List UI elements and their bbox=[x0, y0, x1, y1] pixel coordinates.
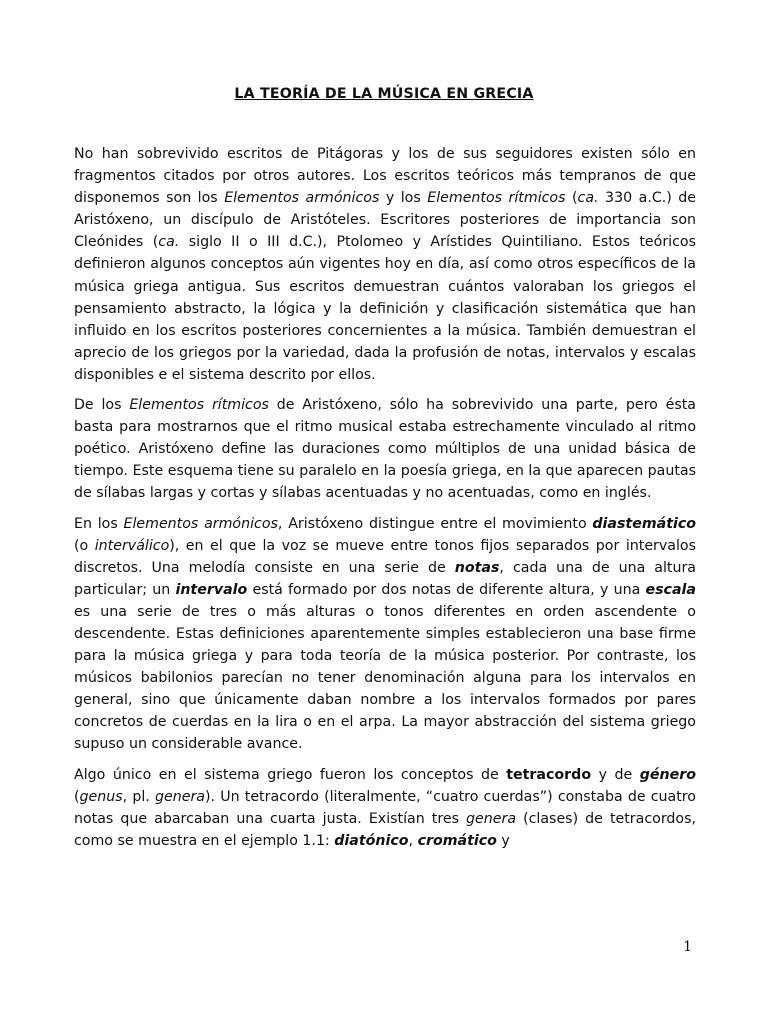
text-run: Algo único en el sistema griego fueron los conceptos de bbox=[74, 766, 507, 783]
text-run: 330 a.C.) de Aristóxeno, un discípulo de Aristóteles. Escritores posteriores de importancia son Cleónides ( bbox=[74, 190, 697, 251]
italic-term: Elementos armónicos bbox=[123, 515, 278, 532]
italic-term: interválico bbox=[94, 537, 170, 554]
text-run: de Aristóxeno, sólo ha sobrevivido una parte, pero ésta basta para mostrarnos que el ritmo musical estaba estrechamente vinculado al ritmo poético. Aristóxeno define las duraciones como múltiplos de una unidad básica de tiempo. Este esquema tiene su paralelo en la poesía griega, en la que aparecen pautas de sílabas largas y cortas y sílabas acentuadas y no acentuadas, como en inglés. bbox=[74, 397, 696, 502]
text-run: ). Un tetracordo (literalmente, “cuatro cuerdas”) constaba de cuatro notas que abarcaban una cuarta justa. Existían tres bbox=[74, 788, 696, 827]
text-run: , bbox=[408, 832, 418, 849]
text-run: , cada una de una altura particular; un bbox=[74, 559, 696, 598]
paragraph-2 bbox=[74, 394, 696, 504]
text-run: , Aristóxeno distingue entre el movimiento bbox=[277, 515, 593, 532]
text-run: (o bbox=[74, 537, 95, 554]
italic-term: genus bbox=[79, 788, 123, 805]
text-run: En los bbox=[74, 515, 124, 532]
bold-italic-term: género bbox=[639, 766, 696, 783]
text-run: y de bbox=[591, 766, 640, 783]
italic-term: genera bbox=[155, 788, 205, 805]
bold-term: tetracordo bbox=[506, 766, 592, 783]
document-title: LA TEORÍA DE LA MÚSICA EN GRECIA bbox=[234, 86, 534, 102]
bold-italic-term: escala bbox=[645, 581, 696, 598]
text-run: está formado por dos notas de diferente altura, y una bbox=[247, 581, 646, 598]
italic-term: genera bbox=[466, 810, 517, 827]
text-run: siglo II o III d.C.), Ptolomeo y Arístides Quintiliano. Estos teóricos definieron algunos conceptos aún vigentes hoy en día, así como otros específicos de la música griega antigua. Sus escritos demuestran cuántos valoraban los griegos el pensamiento abstracto, la lógica y la definición y clasificación sistemática que han influido en los escritos posteriores concernientes a la música. También demuestran el aprecio de los griegos por la variedad, dada la profusión de notas, intervalos y escalas disponibles e el sistema descrito por ellos. bbox=[74, 234, 696, 383]
paragraph-3 bbox=[74, 513, 696, 756]
text-run: es una serie de tres o más alturas o tonos diferentes en orden ascendente o descendente. Estas definiciones aparentemente simples establecieron una base firme para la música griega y para toda teoría de la música posterior. Por contraste, los músicos babilonios parecían no tener denominación alguna para los intervalos en general, sino que únicamente daban nombre a los intervalos formados por pares concretos de cuerdas en la lira o en el arpa. La mayor abstracción del sistema griego supuso un considerable avance. bbox=[74, 603, 696, 753]
italic-term: Elementos rítmicos bbox=[129, 397, 269, 414]
text-run: ( bbox=[565, 190, 578, 207]
text-run: De los bbox=[74, 397, 130, 414]
text-run: , pl. bbox=[122, 788, 155, 805]
text-run: y bbox=[496, 832, 510, 849]
paragraph-4 bbox=[74, 764, 696, 852]
italic-term: ca. bbox=[158, 234, 180, 251]
document-body bbox=[74, 143, 696, 860]
bold-italic-term: diatónico bbox=[334, 832, 409, 849]
paragraph-1 bbox=[74, 143, 696, 386]
text-run: (clases) de tetracordos, como se muestra en el ejemplo 1.1: bbox=[74, 810, 696, 849]
bold-italic-term: notas bbox=[454, 559, 500, 576]
text-run: ), en el que la voz se mueve entre tonos fijos separados por intervalos discretos. Una melodía consiste en una serie de bbox=[74, 537, 696, 576]
italic-term: Elementos rítmicos bbox=[427, 190, 566, 207]
bold-italic-term: intervalo bbox=[175, 581, 248, 598]
bold-italic-term: diastemático bbox=[592, 515, 696, 532]
page-number: 1 bbox=[683, 939, 692, 955]
text-run: ( bbox=[74, 788, 80, 805]
text-run: y los bbox=[379, 190, 428, 207]
italic-term: Elementos armónicos bbox=[224, 190, 380, 207]
italic-term: ca. bbox=[577, 190, 599, 207]
text-run: No han sobrevivido escritos de Pitágoras y los de sus seguidores existen sólo en fragmentos citados por otros autores. Los escritos teóricos más tempranos de que disponemos son los bbox=[74, 146, 696, 207]
bold-italic-term: cromático bbox=[417, 832, 497, 849]
